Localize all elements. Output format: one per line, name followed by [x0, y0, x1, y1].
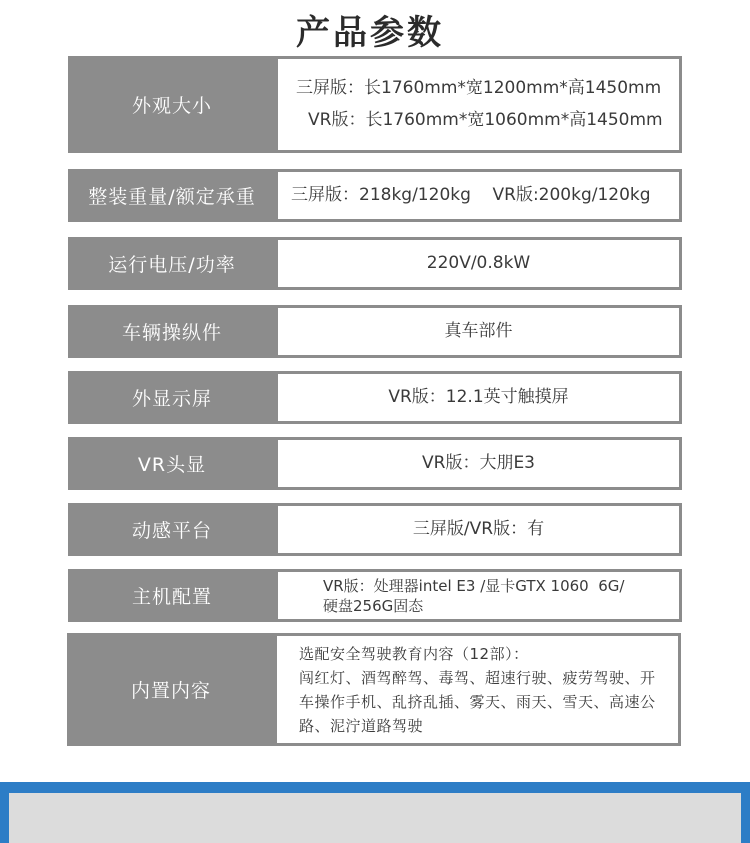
spec-value-line: 三屏版：218kg/120kg VR版:200kg/120kg — [291, 185, 651, 206]
spec-row-display — [68, 371, 682, 424]
spec-row-built-in-content — [67, 633, 681, 746]
spec-value — [278, 374, 679, 421]
spec-label: 外观大小 — [131, 95, 212, 117]
spec-value-line: VR版：12.1英寸触摸屏 — [388, 387, 569, 408]
spec-label: 运行电压/功率 — [108, 254, 236, 276]
spec-value-line: 真车部件 — [444, 321, 513, 342]
spec-value-line: VR版：处理器intel E3 /显卡GTX 1060 6G/ — [323, 576, 625, 595]
spec-value-line: VR版：长1760mm*宽1060mm*高1450mm — [308, 110, 663, 130]
spec-value — [278, 59, 679, 150]
spec-row-vr-headset — [68, 437, 682, 490]
spec-value-line: VR版：大朋E3 — [422, 453, 535, 474]
next-section-frame — [0, 782, 750, 843]
spec-label: 车辆操纵件 — [121, 322, 222, 344]
page-title: 产品参数 — [296, 13, 444, 53]
spec-row-controls — [68, 305, 682, 358]
spec-value-line: 闯红灯、酒驾醉驾、毒驾、超速行驶、疲劳驾驶、开车操作手机、乱挤乱插、雾天、雨天、雪天、高速公路、泥泞道路驾驶 — [299, 668, 656, 735]
spec-label: 内置内容 — [130, 680, 211, 702]
spec-value — [278, 440, 679, 487]
spec-row-weight — [68, 169, 682, 222]
spec-label: 外显示屏 — [131, 388, 212, 410]
spec-value — [278, 572, 679, 619]
spec-value-line: 硬盘256G固态 — [323, 596, 424, 615]
next-section-panel — [9, 793, 741, 843]
spec-value-line: 220V/0.8kW — [426, 253, 531, 274]
spec-value — [277, 636, 678, 743]
spec-value-line: 三屏版：长1760mm*宽1200mm*高1450mm — [296, 78, 662, 99]
spec-value — [278, 308, 679, 355]
spec-value-line: 选配安全驾驶教育内容（12部）： — [299, 644, 529, 663]
spec-label: VR头显 — [137, 454, 207, 476]
spec-label: 整装重量/额定承重 — [88, 186, 256, 208]
spec-row-host-config — [68, 569, 682, 622]
spec-value — [278, 240, 679, 287]
spec-value — [278, 172, 679, 219]
spec-row-dimensions — [68, 56, 682, 153]
spec-value — [278, 506, 679, 553]
spec-label: 主机配置 — [131, 586, 212, 608]
spec-row-power — [68, 237, 682, 290]
spec-value-line: 三屏版/VR版：有 — [412, 519, 545, 540]
spec-row-motion-platform — [68, 503, 682, 556]
spec-label: 动感平台 — [131, 520, 212, 542]
